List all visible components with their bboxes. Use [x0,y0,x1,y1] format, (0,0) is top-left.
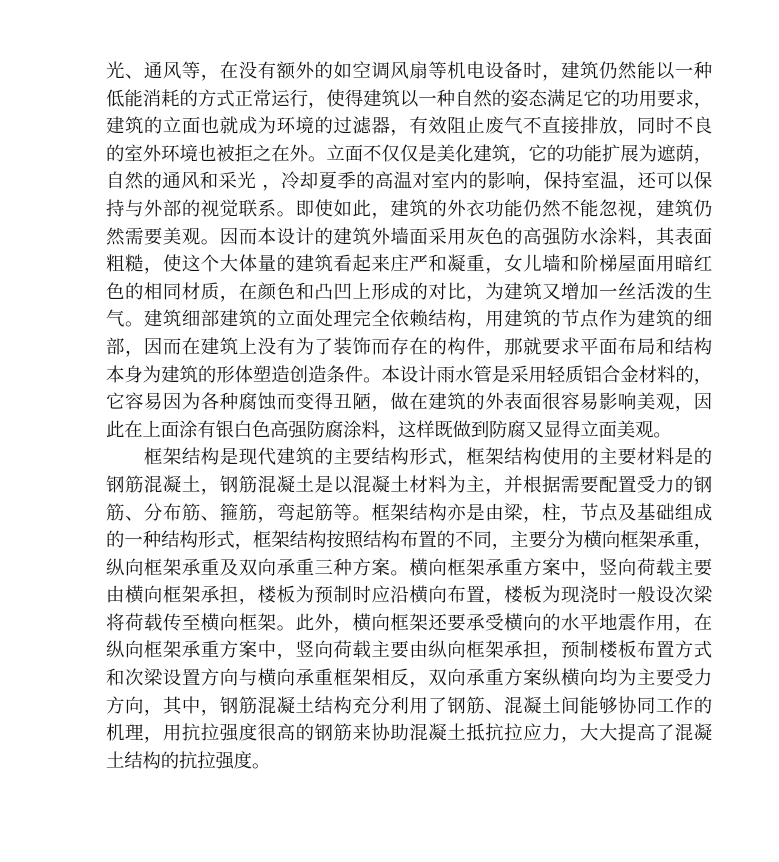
text-line: 纵向框架承重及双向承重三种方案。横向框架承重方案中，竖向荷载主要 [106,557,712,579]
paragraph-facade [106,58,712,444]
text-line: 筋、分布筋、箍筋，弯起筋等。框架结构亦是由梁，柱，节点及基础组成 [106,502,712,524]
text-line: 自然的通风和采光 ，冷却夏季的高温对室内的影响，保持室温，还可以保 [106,171,712,193]
text-line: 此在上面涂有银白色高强防腐涂料，这样既做到防腐又显得立面美观。 [106,419,672,441]
text-line: 持与外部的视觉联系。即使如此，建筑的外衣功能仍然不能忽视，建筑仍 [106,198,712,220]
paragraph-frame-structure [106,444,712,775]
text-line: 然需要美观。因而本设计的建筑外墙面采用灰色的高强防水涂料，其表面 [106,226,712,248]
text-line: 机理，用抗拉强度很高的钢筋来协助混凝土抵抗拉应力，大大提高了混凝 [106,723,712,745]
document-page [106,58,712,775]
text-line: 光、通风等，在没有额外的如空调风扇等机电设备时，建筑仍然能以一种 [106,61,712,82]
text-line: 方向，其中，钢筋混凝土结构充分利用了钢筋、混凝土间能够协同工作的 [106,695,712,717]
text-line: 纵向框架承重方案中，竖向荷载主要由纵向框架承担，预制楼板布置方式 [106,640,712,662]
text-line: 和次梁设置方向与横向承重框架相反，双向承重方案纵横向均为主要受力 [106,668,712,690]
text-line: 本身为建筑的形体塑造创造条件。本设计雨水管是采用轻质铝合金材料的， [106,364,712,386]
text-line: 粗糙，使这个大体量的建筑看起来庄严和凝重，女儿墙和阶梯屋面用暗红 [106,254,712,276]
text-line: 框架结构是现代建筑的主要结构形式，框架结构使用的主要材料是的 [106,447,712,469]
text-line: 由横向框架承担，楼板为预制时应沿横向布置，楼板为现浇时一般设次梁 [106,585,712,607]
text-line: 色的相同材质，在颜色和凸凹上形成的对比，为建筑又增加一丝活泼的生 [106,281,712,303]
text-line: 将荷载传至横向框架。此外，横向框架还要承受横向的水平地震作用，在 [106,612,712,634]
text-line: 低能消耗的方式正常运行，使得建筑以一种自然的姿态满足它的功用要求， [106,88,712,110]
text-line: 气。建筑细部建筑的立面处理完全依赖结构，用建筑的节点作为建筑的细 [106,309,712,331]
text-line: 土结构的抗拉强度。 [106,750,271,772]
text-line: 钢筋混凝土，钢筋混凝土是以混凝土材料为主，并根据需要配置受力的钢 [106,474,712,496]
text-line: 建筑的立面也就成为环境的过滤器，有效阻止废气不直接排放，同时不良 [106,116,712,138]
text-line: 的室外环境也被拒之在外。立面不仅仅是美化建筑，它的功能扩展为遮荫， [106,143,712,165]
text-line: 的一种结构形式，框架结构按照结构布置的不同，主要分为横向框架承重， [106,530,712,552]
text-line: 部，因而在建筑上没有为了装饰而存在的构件，那就要求平面布局和结构 [106,336,712,358]
text-line: 它容易因为各种腐蚀而变得丑陋，做在建筑的外表面很容易影响美观，因 [106,392,712,414]
